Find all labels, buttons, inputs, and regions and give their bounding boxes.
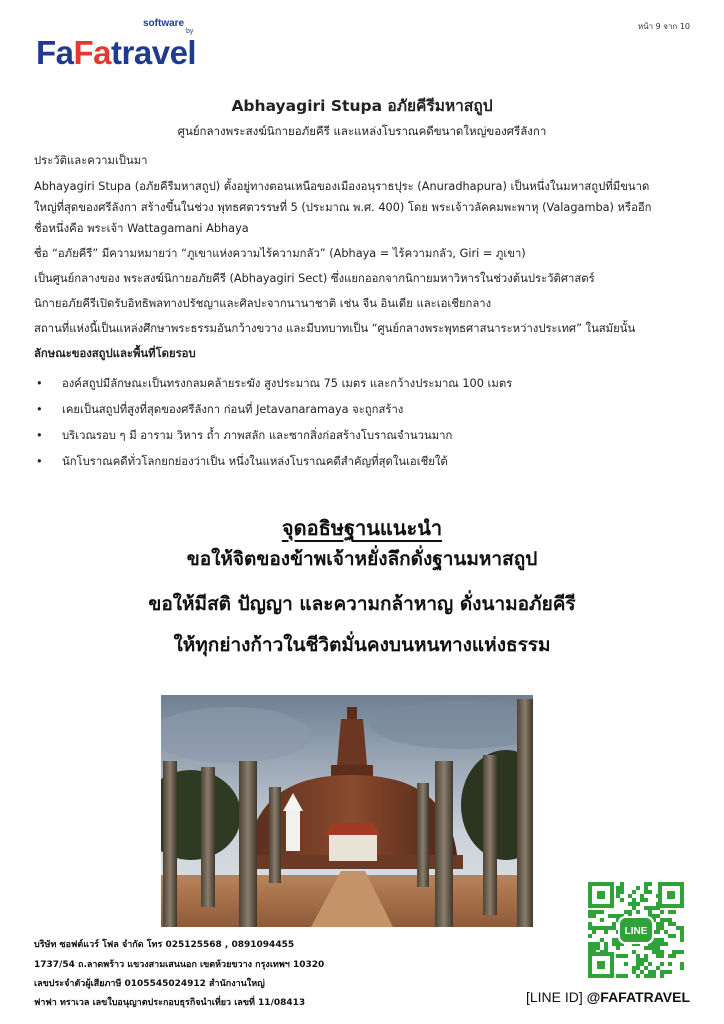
shrine-wall: [329, 835, 377, 861]
list-item-text: องค์สถูปมีลักษณะเป็นทรงกลมคล้ายระฆัง สูงประมาณ 75 เมตร และกว้างประมาณ 100 เมตร: [62, 377, 513, 390]
logo-fa1: Fa: [36, 34, 74, 71]
qr-module: [644, 890, 648, 894]
qr-module: [612, 938, 616, 942]
blessing-heading: [0, 512, 724, 544]
qr-module: [652, 906, 656, 910]
qr-module: [616, 946, 620, 950]
qr-finder-top-right-center: [667, 891, 675, 899]
qr-module: [680, 950, 684, 954]
page-number: หน้า 9 จาก 10: [637, 22, 690, 31]
qr-module: [636, 954, 640, 958]
qr-module: [648, 962, 652, 966]
qr-code-graphic: [588, 882, 684, 978]
stupa-illustration: [161, 695, 533, 927]
qr-module: [656, 954, 660, 958]
white-shrine: [286, 811, 300, 851]
qr-module: [644, 954, 648, 958]
qr-module: [644, 958, 648, 962]
list-item: [34, 429, 706, 455]
qr-module: [644, 882, 648, 886]
line-qr-code[interactable]: [588, 882, 684, 978]
qr-module: [656, 946, 660, 950]
qr-module: [660, 942, 664, 946]
qr-module: [652, 914, 656, 918]
qr-module: [660, 970, 664, 974]
page-subtitle: ศูนย์กลางพระสงฆ์นิกายอภัยคีรี และแหล่งโบราณคดีขนาดใหญ่ของศรีลังกา: [177, 124, 547, 138]
qr-module: [620, 882, 624, 886]
company-logo: [36, 16, 196, 74]
qr-module: [660, 918, 664, 922]
list-item-text: บริเวณรอบ ๆ มี อาราม วิหาร ถ้ำ ภาพสลัก และซากสิ่งก่อสร้างโบราณจำนวนมาก: [62, 429, 453, 442]
qr-module: [620, 890, 624, 894]
qr-module: [588, 934, 592, 938]
qr-module: [624, 954, 628, 958]
line-badge-label: LINE: [624, 926, 648, 937]
stone-pillar: [435, 761, 453, 927]
qr-module: [616, 914, 620, 918]
qr-module: [672, 934, 676, 938]
list-item: [34, 403, 706, 429]
qr-module: [672, 950, 676, 954]
qr-module: [660, 974, 664, 978]
qr-module: [660, 938, 664, 942]
logo-travel: travel: [111, 34, 197, 71]
qr-module: [620, 886, 624, 890]
qr-module: [588, 942, 592, 946]
qr-module: [640, 894, 644, 898]
study-center-paragraph: สถานที่แห่งนี้เป็นแหล่งศึกษาพระธรรมอันกว้างขวาง และมีบทบาทเป็น “ศูนย์กลางพระพุทธศาสนาระหว่างประเทศ” ในสมัยนั้น: [34, 322, 636, 335]
qr-module: [616, 886, 620, 890]
qr-module: [680, 938, 684, 942]
shrine-roof: [325, 823, 381, 835]
qr-module: [676, 950, 680, 954]
qr-module: [636, 902, 640, 906]
qr-module: [620, 974, 624, 978]
qr-module: [644, 886, 648, 890]
qr-module: [668, 922, 672, 926]
qr-module: [648, 946, 652, 950]
list-item: [34, 377, 706, 403]
stupa-spire: [337, 719, 367, 765]
qr-module: [588, 922, 592, 926]
qr-module: [648, 906, 652, 910]
qr-module: [656, 930, 660, 934]
footer-address: 1737/54 ถ.ลาดพร้าว แขวงสามเสนนอก เขตห้วยขวาง กรุงเทพฯ 10320: [34, 960, 325, 970]
qr-module: [644, 946, 648, 950]
qr-module: [640, 962, 644, 966]
qr-module: [596, 942, 600, 946]
qr-module: [604, 942, 608, 946]
qr-module: [588, 926, 592, 930]
list-item: [34, 455, 706, 481]
qr-module: [648, 882, 652, 886]
qr-module: [652, 974, 656, 978]
qr-module: [628, 910, 632, 914]
qr-module: [608, 926, 612, 930]
qr-module: [632, 950, 636, 954]
stupa-spire-tip: [347, 707, 357, 719]
qr-module: [680, 962, 684, 966]
qr-module: [656, 914, 660, 918]
qr-module: [664, 918, 668, 922]
qr-finder-top-left-center: [597, 891, 605, 899]
qr-module: [656, 922, 660, 926]
qr-module: [676, 926, 680, 930]
stone-pillar: [239, 761, 257, 927]
footer-company-phone: บริษัท ซอฟต์แวร์ โฟล จำกัด โทร 025125568 , 0891094455: [34, 940, 295, 950]
qr-module: [632, 970, 636, 974]
qr-module: [680, 966, 684, 970]
qr-module: [588, 910, 592, 914]
qr-module: [620, 898, 624, 902]
qr-module: [596, 926, 600, 930]
line-id-prefix: [LINE ID]: [525, 989, 583, 1005]
qr-module: [656, 942, 660, 946]
qr-module: [660, 962, 664, 966]
qr-module: [644, 898, 648, 902]
qr-module: [624, 910, 628, 914]
qr-module: [600, 918, 604, 922]
qr-module: [612, 926, 616, 930]
qr-module: [648, 974, 652, 978]
qr-module: [624, 962, 628, 966]
qr-module: [672, 910, 676, 914]
qr-module: [664, 970, 668, 974]
history-heading: ประวัติและความเป็นมา: [34, 154, 148, 167]
qr-module: [644, 974, 648, 978]
qr-module: [636, 910, 640, 914]
qr-module: [600, 926, 604, 930]
qr-module: [612, 914, 616, 918]
footer-tax-id: เลขประจำตัวผู้เสียภาษี 0105545024912 สำนักงานใหญ่: [34, 979, 265, 989]
qr-module: [592, 946, 596, 950]
qr-module: [652, 970, 656, 974]
qr-module: [616, 894, 620, 898]
qr-module: [604, 930, 608, 934]
qr-module: [620, 954, 624, 958]
stone-pillar: [163, 761, 177, 927]
qr-module: [632, 902, 636, 906]
qr-module: [660, 926, 664, 930]
page-title: Abhayagiri Stupa อภัยคีรีมหาสถูป: [231, 97, 493, 115]
qr-module: [596, 946, 600, 950]
qr-module: [604, 926, 608, 930]
stone-pillar: [269, 787, 281, 883]
stone-pillar: [417, 783, 429, 887]
qr-module: [672, 922, 676, 926]
qr-module: [668, 910, 672, 914]
qr-module: [636, 974, 640, 978]
qr-module: [616, 954, 620, 958]
qr-module: [592, 942, 596, 946]
qr-module: [656, 926, 660, 930]
stupa-photo: [161, 695, 533, 927]
qr-module: [664, 942, 668, 946]
logo-brand-text: [36, 34, 196, 72]
bullet-dot: •: [36, 403, 43, 416]
bullet-dot: •: [36, 377, 43, 390]
footer-license: ฟาฟา ทราเวล เลขใบอนุญาตประกอบธุรกิจนำเที่ยว เลขที่ 11/08413: [34, 998, 306, 1008]
logo-software-text: software: [143, 18, 185, 29]
qr-module: [592, 910, 596, 914]
qr-module: [632, 890, 636, 894]
qr-module: [648, 910, 652, 914]
qr-module: [640, 958, 644, 962]
qr-module: [588, 946, 592, 950]
qr-module: [668, 918, 672, 922]
qr-module: [660, 950, 664, 954]
qr-module: [644, 906, 648, 910]
qr-module: [652, 946, 656, 950]
qr-module: [624, 974, 628, 978]
qr-module: [616, 974, 620, 978]
qr-module: [656, 950, 660, 954]
qr-module: [612, 922, 616, 926]
bullet-dot: •: [36, 429, 43, 442]
qr-module: [604, 946, 608, 950]
history-paragraph-line-2: ใหญ่ที่สุดของศรีลังกา สร้างขึ้นในช่วง พุทธศตวรรษที่ 5 (ประมาณ พ.ศ. 400) โดย พระเจ้าวลัคคมพะพาหุ (Valagamba) หรืออีก: [34, 201, 652, 214]
bullet-dot: •: [36, 455, 43, 468]
blessing-line-2: ขอให้มีสติ ปัญญา และความกล้าหาญ ดั่งนามอภัยคีรี: [148, 593, 576, 615]
qr-module: [668, 970, 672, 974]
qr-module: [656, 938, 660, 942]
qr-module: [652, 950, 656, 954]
qr-module: [628, 894, 632, 898]
qr-module: [632, 966, 636, 970]
qr-module: [668, 934, 672, 938]
qr-module: [652, 942, 656, 946]
qr-module: [668, 954, 672, 958]
line-id[interactable]: [526, 989, 690, 1005]
blessing-line-3: ให้ทุกย่างก้าวในชีวิตมั่นคงบนหนทางแห่งธรรม: [173, 634, 551, 656]
qr-module: [640, 898, 644, 902]
qr-module: [616, 890, 620, 894]
qr-module: [660, 922, 664, 926]
stone-pillar: [201, 767, 215, 907]
qr-module: [592, 926, 596, 930]
qr-finder-bottom-left-center: [597, 961, 605, 969]
stone-pillar: [517, 699, 533, 927]
qr-module: [640, 970, 644, 974]
qr-module: [680, 934, 684, 938]
history-paragraph-line-3: ชื่อหนึ่งคือ พระเจ้า Wattagamani Abhaya: [34, 222, 249, 235]
qr-module: [680, 930, 684, 934]
stone-pillar: [483, 755, 497, 915]
qr-module: [616, 942, 620, 946]
qr-module: [648, 970, 652, 974]
qr-module: [632, 898, 636, 902]
qr-module: [664, 930, 668, 934]
qr-module: [600, 910, 604, 914]
blessing-heading-text: จุดอธิษฐานแนะนำ: [281, 516, 443, 540]
qr-module: [632, 906, 636, 910]
qr-module: [668, 962, 672, 966]
qr-module: [636, 886, 640, 890]
list-item-text: นักโบราณคดีทั่วโลกยกย่องว่าเป็น หนึ่งในแหล่งโบราณคดีสำคัญที่สุดในเอเชียใต้: [62, 455, 448, 468]
qr-module: [636, 966, 640, 970]
history-paragraph-line-1: Abhayagiri Stupa (อภัยคีรีมหาสถูป) ตั้งอยู่ทางตอนเหนือของเมืองอนุราธปุระ (Anuradhapura) เป็นหนึ่งในมหาสถูปที่มีขนาด: [34, 180, 650, 193]
logo-fa2: Fa: [73, 34, 112, 71]
qr-module: [648, 890, 652, 894]
qr-module: [656, 966, 660, 970]
qr-module: [644, 966, 648, 970]
qr-module: [600, 938, 604, 942]
qr-module: [628, 902, 632, 906]
qr-module: [672, 954, 676, 958]
features-heading: ลักษณะของสถูปและพื้นที่โดยรอบ: [34, 347, 196, 360]
qr-module: [612, 942, 616, 946]
influence-paragraph: นิกายอภัยคีรีเปิดรับอิทธิพลทางปรัชญาและศิลปะจากนานาชาติ เช่น จีน อินเดีย และเอเชียกลาง: [34, 297, 492, 310]
logo-by-text: by: [186, 28, 194, 35]
qr-module: [660, 954, 664, 958]
blessing-line-1: ขอให้จิตของข้าพเจ้าหยั่งลึกดั่งฐานมหาสถูป: [186, 548, 538, 570]
list-item-text: เคยเป็นสถูปที่สูงที่สุดของศรีลังกา ก่อนที่ Jetavanaramaya จะถูกสร้าง: [62, 403, 404, 416]
qr-module: [592, 930, 596, 934]
qr-module: [636, 962, 640, 966]
qr-module: [596, 910, 600, 914]
line-id-handle: @FAFATRAVEL: [586, 989, 690, 1005]
qr-module: [660, 910, 664, 914]
sect-paragraph: เป็นศูนย์กลางของ พระสงฆ์นิกายอภัยคีรี (Abhayagiri Sect) ซึ่งแยกออกจากนิกายมหาวิหารในช่วงต้นประวัติศาสตร์: [34, 272, 595, 285]
qr-module: [636, 958, 640, 962]
qr-module: [608, 914, 612, 918]
qr-module: [588, 914, 592, 918]
name-meaning-paragraph: ชื่อ “อภัยคีรี” มีความหมายว่า “ภูเขาแห่งความไร้ความกลัว” (Abhaya = ไร้ความกลัว, Giri = ภูเขา): [34, 247, 526, 260]
features-list: [34, 377, 706, 481]
qr-module: [592, 914, 596, 918]
qr-module: [680, 926, 684, 930]
